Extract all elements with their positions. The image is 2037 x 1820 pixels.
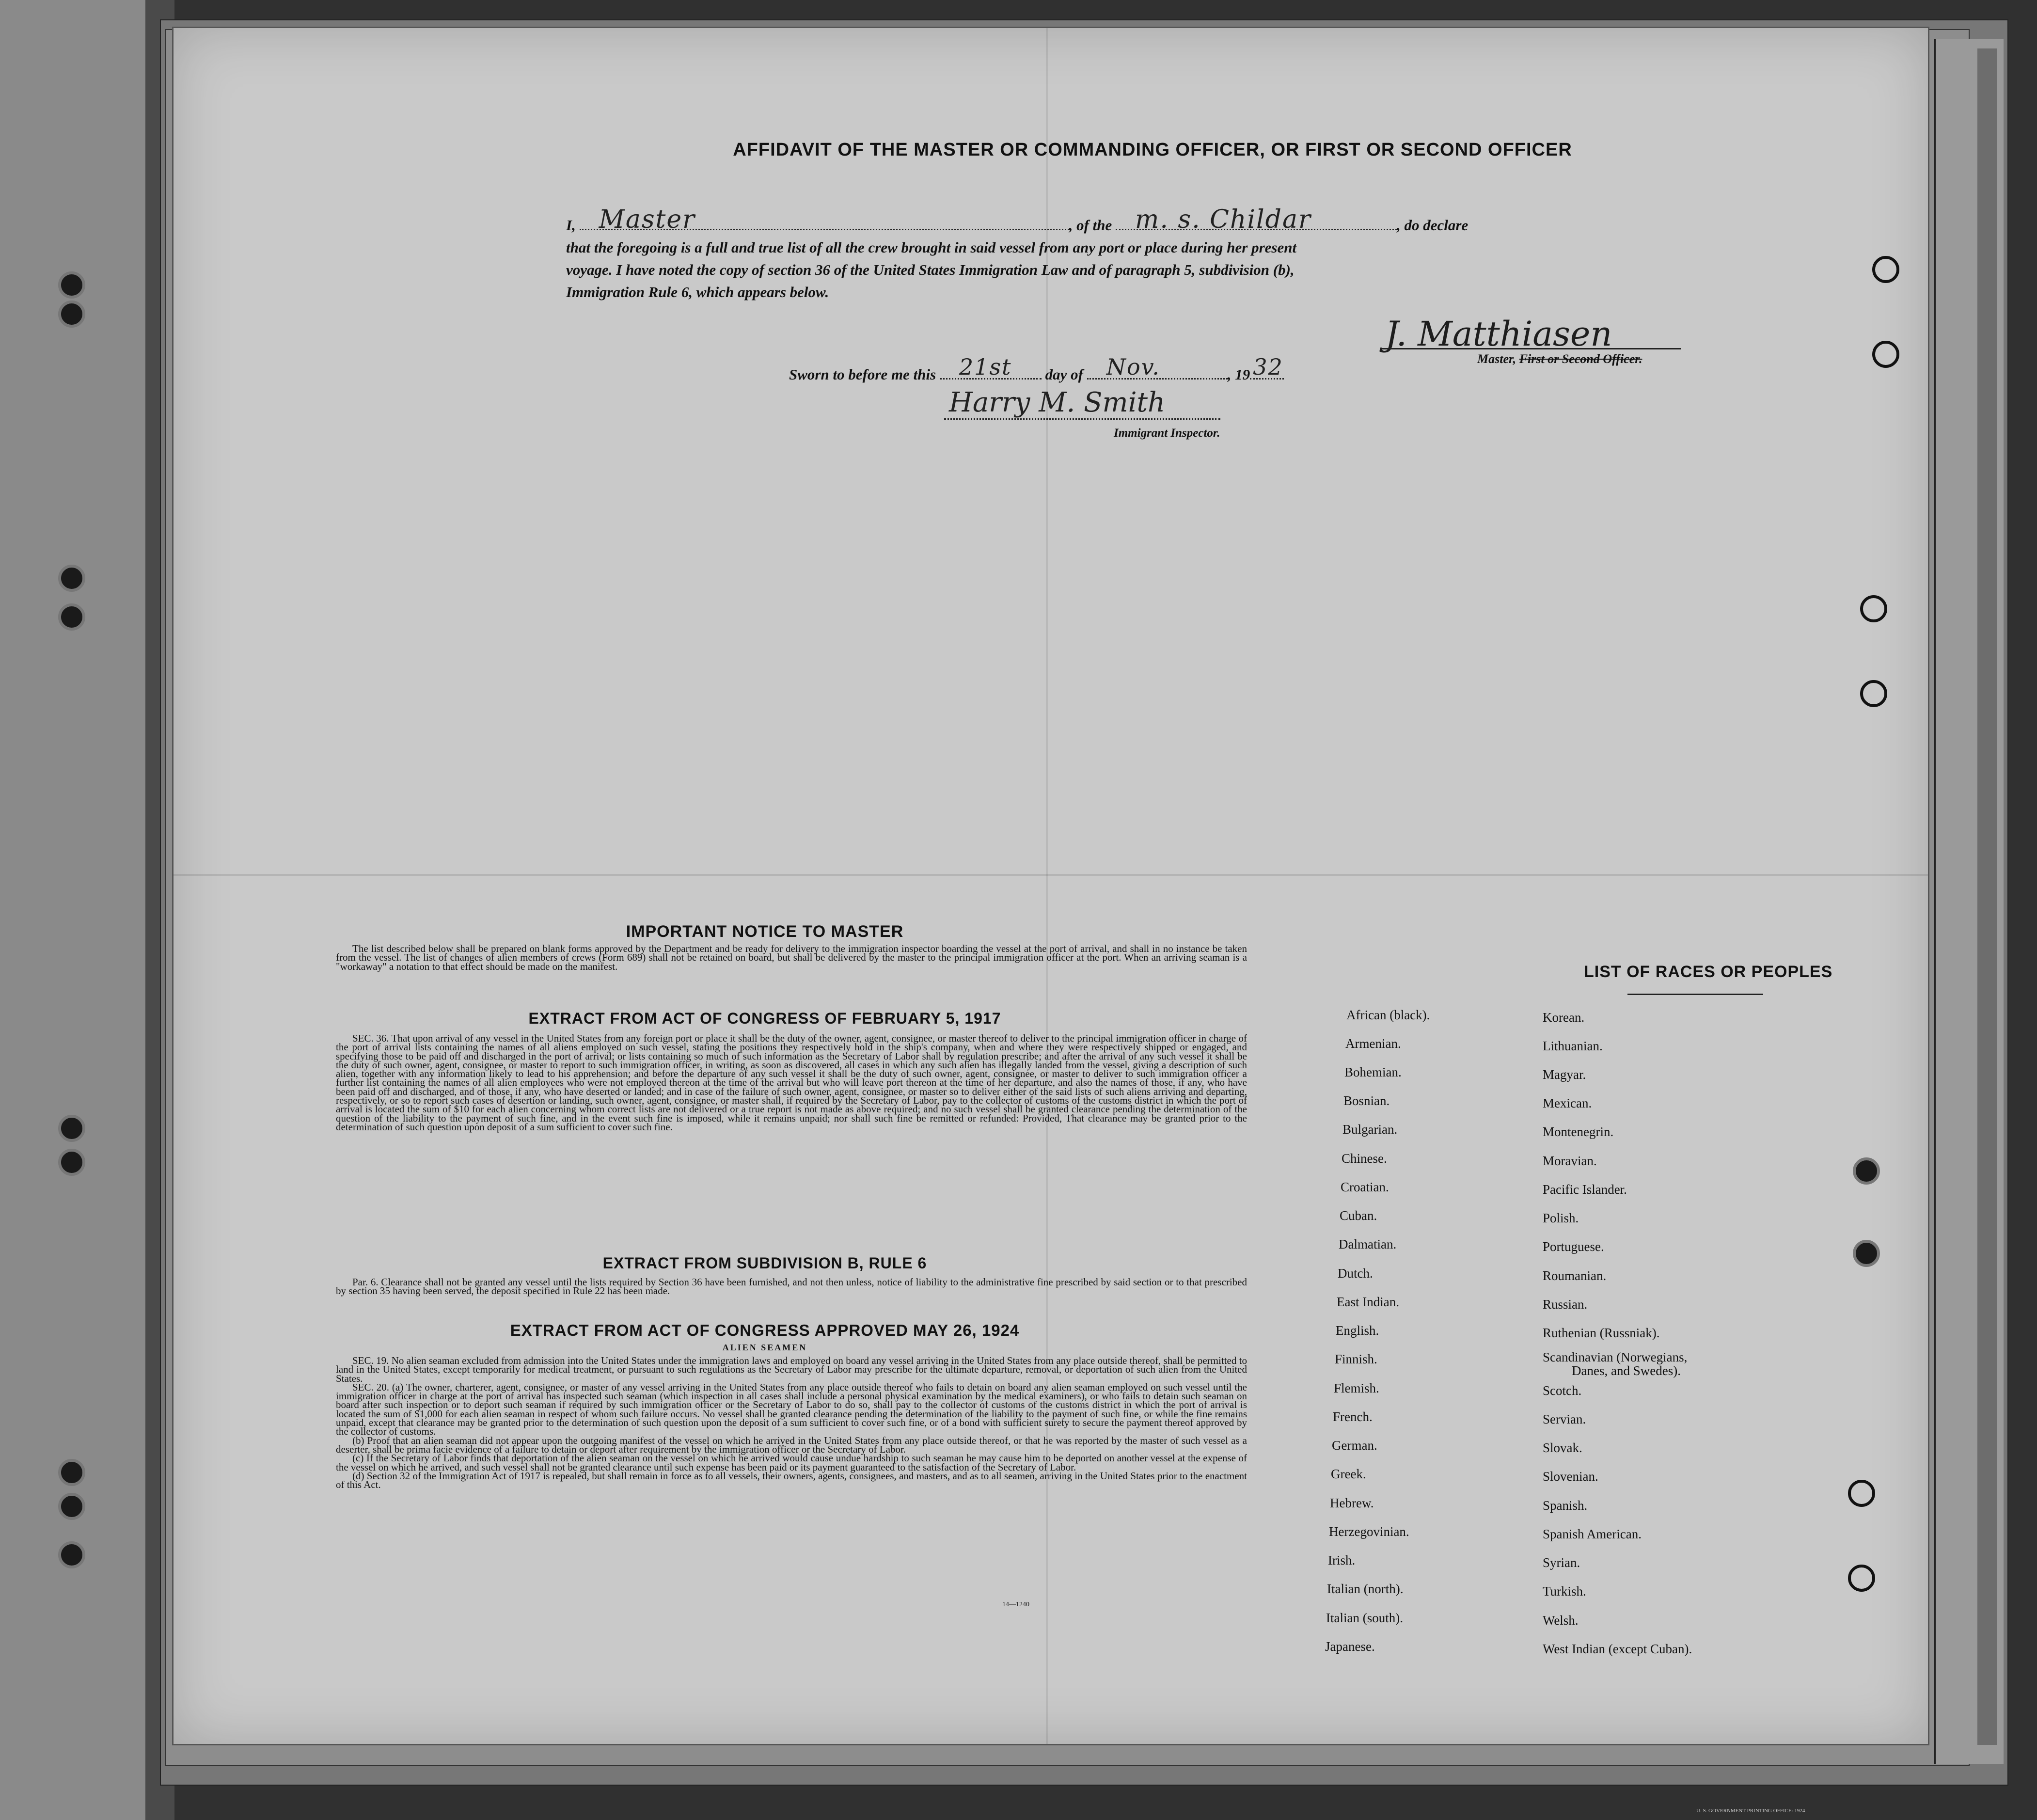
binder-ring-icon <box>58 1541 85 1568</box>
race-item: Magyar. <box>1543 1067 1586 1082</box>
binder-ring-icon <box>58 603 85 631</box>
race-item: Finnish. <box>1335 1352 1377 1366</box>
binder-ring-icon <box>58 1149 85 1176</box>
punch-hole-icon <box>1872 341 1899 368</box>
races-title: LIST OF RACES OR PEOPLES <box>1584 963 1833 981</box>
binder-ring-icon <box>58 301 85 328</box>
handwritten-day: 21st <box>959 354 1012 380</box>
master-signature-line <box>1380 348 1681 349</box>
race-item: Japanese. <box>1325 1639 1375 1654</box>
declaration-i: I, <box>566 217 576 234</box>
race-item: Flemish. <box>1334 1381 1379 1395</box>
race-item: Servian. <box>1543 1412 1586 1426</box>
sworn-line <box>789 354 1284 383</box>
sec-20a-text: SEC. 20. (a) The owner, charterer, agent, consignee, or master of any vessel arriving in the United States from any place outside thereof who fails to detain on board any alien seaman employed on such vessel until the immigration officer in charge at the port of arrival has inspected such seaman (which inspection in all cases shall include a personal physical examination by the medical examiners), or who fails to detain such seaman on board after such inspection or to deport such seaman if required by such immigration officer or the Secretary of Labor to do so, shall pay to the collector of customs of the customs district in which the port of arrival is located the sum of $1,000 for each alien seaman in respect of whom such failure occurs. No vessel shall be granted clearance pending the determination of the liability to the payment of such fine, or while the fine remains unpaid, except that clearance may be granted prior to the determination of such question upon the deposit of a sum sufficient to cover such fine, or of a bond with sufficient surety to secure the payment thereof approved by the collector of customs. <box>336 1381 1247 1438</box>
form-number: 14—1240 <box>1002 1601 1029 1608</box>
race-item: Spanish American. <box>1543 1527 1642 1541</box>
race-item: Portuguese. <box>1543 1239 1604 1254</box>
handwritten-year: 32 <box>1253 354 1283 380</box>
sec-19-text: SEC. 19. No alien seaman excluded from admission into the United States under the immigration laws and employed on board any vessel arriving in the United States from any place outside thereof, shall be permitted to land in the United States, except temporarily for medical treatment, or pursuant to such regulations as the Secretary of Labor may prescribe for the ultimate departure, removal, or deportation of such alien from the United States. <box>336 1355 1247 1384</box>
race-item: Moravian. <box>1543 1154 1597 1168</box>
declaration-declare: , do declare <box>1397 217 1469 234</box>
day-blank <box>940 354 1042 380</box>
race-item: Croatian. <box>1341 1180 1389 1194</box>
notice-text: The list described below shall be prepared on blank forms approved by the Department and be ready for delivery to the immigration inspector boarding the vessel at the port of arrival, and shall in no instance be taken from the vessel. The list of changes of alien members of crews (Form 689) shall not be retained on board, but shall be delivered by the master to the principal immigration officer at the port. When an arriving seaman is a "workaway" a notation to that effect should be made on the manifest. <box>336 943 1247 972</box>
race-item: Russian. <box>1543 1297 1588 1312</box>
master-label <box>1477 352 1642 366</box>
sworn-prefix: Sworn to before me this <box>789 366 936 383</box>
inspector-signature-line <box>944 418 1220 420</box>
race-item: Slovak. <box>1543 1440 1582 1455</box>
subdivision-body <box>336 1278 1247 1296</box>
inspector-signature: Harry M. Smith <box>949 387 1166 418</box>
handwritten-month: Nov. <box>1106 354 1160 380</box>
sec-20b-text: (b) Proof that an alien seaman did not appear upon the outgoing manifest of the vessel on which he arrived in the United States from any place outside thereof, or that he was reported by the master of such vessel as a deserter, shall be prima facie evidence of a failure to detain or deport after requirement by the immigration officer or the Secretary of Labor. <box>336 1434 1247 1455</box>
binder-ring-icon <box>58 565 85 592</box>
alien-seamen-subtitle: ALIEN SEAMEN <box>722 1343 807 1352</box>
race-item: Irish. <box>1328 1553 1356 1567</box>
punch-hole-icon <box>1848 1565 1875 1592</box>
race-item: Cuban. <box>1340 1208 1377 1223</box>
binder-ring-icon <box>58 1459 85 1486</box>
race-item: Dutch. <box>1338 1266 1373 1281</box>
subdivision-title: EXTRACT FROM SUBDIVISION B, RULE 6 <box>602 1254 927 1272</box>
sec-19 <box>336 1356 1247 1383</box>
race-item: Scandinavian (Norwegians, <box>1543 1350 1688 1364</box>
extract-1924-title: EXTRACT FROM ACT OF CONGRESS APPROVED MAY 26, 1924 <box>510 1321 1020 1339</box>
race-item: English. <box>1336 1323 1379 1338</box>
punch-hole-icon <box>1860 680 1887 707</box>
race-item: Herzegovinian. <box>1329 1524 1409 1539</box>
struck-officer-label: First or Second Officer. <box>1519 352 1642 366</box>
race-item: Roumanian. <box>1543 1268 1607 1283</box>
race-item: Turkish. <box>1543 1584 1586 1598</box>
punch-hole-icon <box>1872 256 1899 283</box>
punch-hole-icon <box>1853 1240 1880 1267</box>
handwritten-rank: Master <box>599 205 696 234</box>
race-item: Hebrew. <box>1330 1496 1374 1510</box>
race-item: French. <box>1333 1409 1373 1424</box>
race-item: Spanish. <box>1543 1498 1588 1513</box>
race-item: African (black). <box>1346 1008 1430 1022</box>
race-item: Welsh. <box>1543 1613 1579 1628</box>
race-item: Montenegrin. <box>1543 1124 1614 1139</box>
affidavit-line-1 <box>566 205 1627 237</box>
affidavit-line-4: Immigration Rule 6, which appears below. <box>566 284 829 301</box>
race-item: Bohemian. <box>1344 1065 1402 1079</box>
year-prefix: , 19 <box>1227 366 1250 383</box>
race-item: Pacific Islander. <box>1543 1182 1627 1197</box>
race-item: Polish. <box>1543 1211 1579 1225</box>
race-item: Chinese. <box>1342 1151 1387 1166</box>
handwritten-vessel-name: m. s. Childar <box>1135 205 1311 234</box>
master-label-text: Master, <box>1477 352 1516 366</box>
punch-hole-icon <box>1853 1157 1880 1185</box>
affidavit-title: AFFIDAVIT OF THE MASTER OR COMMANDING OFFICER, OR FIRST OR SECOND OFFICER <box>733 140 1572 160</box>
stacked-pages-shadow <box>1977 48 1997 1745</box>
subdivision-text: Par. 6. Clearance shall not be granted any vessel until the lists required by Section 36 have been furnished, and not then unless, notice of liability to the administrative fine prescribed by said section or to that prescribed by section 35 having been served, the deposit specified in Rule 22 has been made. <box>336 1276 1247 1297</box>
race-item: Italian (south). <box>1326 1611 1403 1625</box>
race-item: Bosnian. <box>1343 1093 1390 1108</box>
vessel-blank <box>1116 205 1397 234</box>
year-blank <box>1250 354 1284 380</box>
race-item: Slovenian. <box>1543 1469 1598 1484</box>
sec-20c <box>336 1454 1247 1472</box>
binder-ring-icon <box>58 271 85 299</box>
manifest-page <box>172 27 1929 1745</box>
sec-20c-text: (c) If the Secretary of Labor finds that deportation of the alien seaman on the vessel on which he arrived would cause undue hardship to such seaman he may cause him to be deported on another vessel at the expense of the vessel on which he arrived, and such vessel shall not be granted clearance until such expense has been paid or its payment guaranteed to the satisfaction of the Secretary of Labor. <box>336 1452 1247 1473</box>
punch-hole-icon <box>1848 1480 1875 1507</box>
declaration-of-the: , of the <box>1069 217 1112 234</box>
race-item: East Indian. <box>1337 1295 1399 1309</box>
race-item: Greek. <box>1331 1467 1366 1481</box>
sec-20d-text: (d) Section 32 of the Immigration Act of 1917 is repealed, but shall remain in force as to all vessels, their owners, agents, consignees, and masters, and as to all seamen, arriving in the United States prior to the enactment of this Act. <box>336 1470 1247 1491</box>
inspector-label: Immigrant Inspector. <box>1114 427 1220 440</box>
sec-20d <box>336 1472 1247 1489</box>
notice-body <box>336 944 1247 971</box>
month-blank <box>1087 354 1228 380</box>
sec-20a <box>336 1383 1247 1436</box>
race-item: West Indian (except Cuban). <box>1543 1642 1692 1656</box>
race-item: Korean. <box>1543 1010 1585 1025</box>
binder-ring-icon <box>58 1493 85 1520</box>
race-item: Dalmatian. <box>1339 1237 1397 1251</box>
affidavit-line-2: that the foregoing is a full and true list of all the crew brought in said vessel from any port or place during her present <box>566 239 1297 256</box>
extract-1917-text: SEC. 36. That upon arrival of any vessel in the United States from any foreign port or place it shall be the duty of the owner, agent, consignee, or master thereof to deliver to the principal immigration officer in charge of the port of arrival lists containing the names of all aliens employed on such vessel, stating the positions they respectively hold in the ship's company, when and where they were respectively shipped or engaged, and specifying those to be paid off and discharged in the port of arrival; or lists containing so much of such information as the Secretary of Labor shall by regulation prescribe; and after the arrival of any such vessel it shall be the duty of such owner, agent, consignee, or master to report to such immigration officer, in writing, as soon as discovered, all cases in which any such alien has illegally landed from the vessel, giving a description of such alien, together with any information likely to lead to his apprehension; and before the departure of any such vessel it shall be the duty of such owner, agent, consignee, or master to deliver to such immigration officer a further list containing the names of all alien employees who were not employed thereon at the time of the arrival but who will leave port thereon at the time of her departure, and also the names of those, if any, who have been paid off and discharged, and of those, if any, who have deserted or landed; and in case of the failure of such owner, agent, consignee, or master so to deliver either of the said lists of such aliens arriving and departing, respectively, or so to report such cases of desertion or landing, such owner, agent, consignee, or master shall, if required by the Secretary of Labor, pay to the collector of customs of the customs district in which the port of arrival is located the sum of $10 for each alien concerning whom correct lists are not delivered or a true report is not made as above required; and no such vessel shall be granted clearance pending the determination of the question of the liability to the payment of such fine, and in the event such fine is imposed, while it remains unpaid; nor shall such fine be remitted or refunded: Provided, That clearance may be granted prior to the determination of such question upon deposit of a sum sufficient to cover such fine. <box>336 1032 1247 1133</box>
day-of-label: day of <box>1045 366 1083 383</box>
master-signature: J. Matthiasen <box>1385 314 1612 354</box>
race-item: Armenian. <box>1345 1036 1401 1051</box>
race-item: German. <box>1332 1438 1377 1453</box>
races-title-rule <box>1627 994 1763 995</box>
fold-line-horizontal <box>174 874 1928 876</box>
extract-1924-body <box>336 1356 1247 1489</box>
punch-hole-icon <box>1860 595 1887 622</box>
extract-1917-title: EXTRACT FROM ACT OF CONGRESS OF FEBRUARY 5, 1917 <box>528 1010 1001 1027</box>
race-item: Ruthenian (Russniak). <box>1543 1326 1660 1340</box>
binder-ring-icon <box>58 1115 85 1142</box>
race-item: Scotch. <box>1543 1383 1582 1398</box>
race-item: Lithuanian. <box>1543 1039 1603 1053</box>
affidavit-line-3: voyage. I have noted the copy of section 36 of the United States Immigration Law and of paragraph 5, subdivision (b), <box>566 261 1295 278</box>
race-item: Syrian. <box>1543 1555 1580 1570</box>
race-item: Danes, and Swedes). <box>1572 1363 1681 1378</box>
rank-blank <box>580 205 1069 234</box>
sec-20b <box>336 1436 1247 1454</box>
notice-title: IMPORTANT NOTICE TO MASTER <box>626 922 904 941</box>
affidavit-declaration <box>566 205 1627 303</box>
race-item: Italian (north). <box>1327 1582 1404 1596</box>
printing-office-imprint: U. S. GOVERNMENT PRINTING OFFICE: 1924 <box>1696 1808 1805 1814</box>
extract-1917-body <box>336 1034 1247 1131</box>
race-item: Bulgarian. <box>1342 1122 1398 1137</box>
race-item: Mexican. <box>1543 1096 1592 1110</box>
